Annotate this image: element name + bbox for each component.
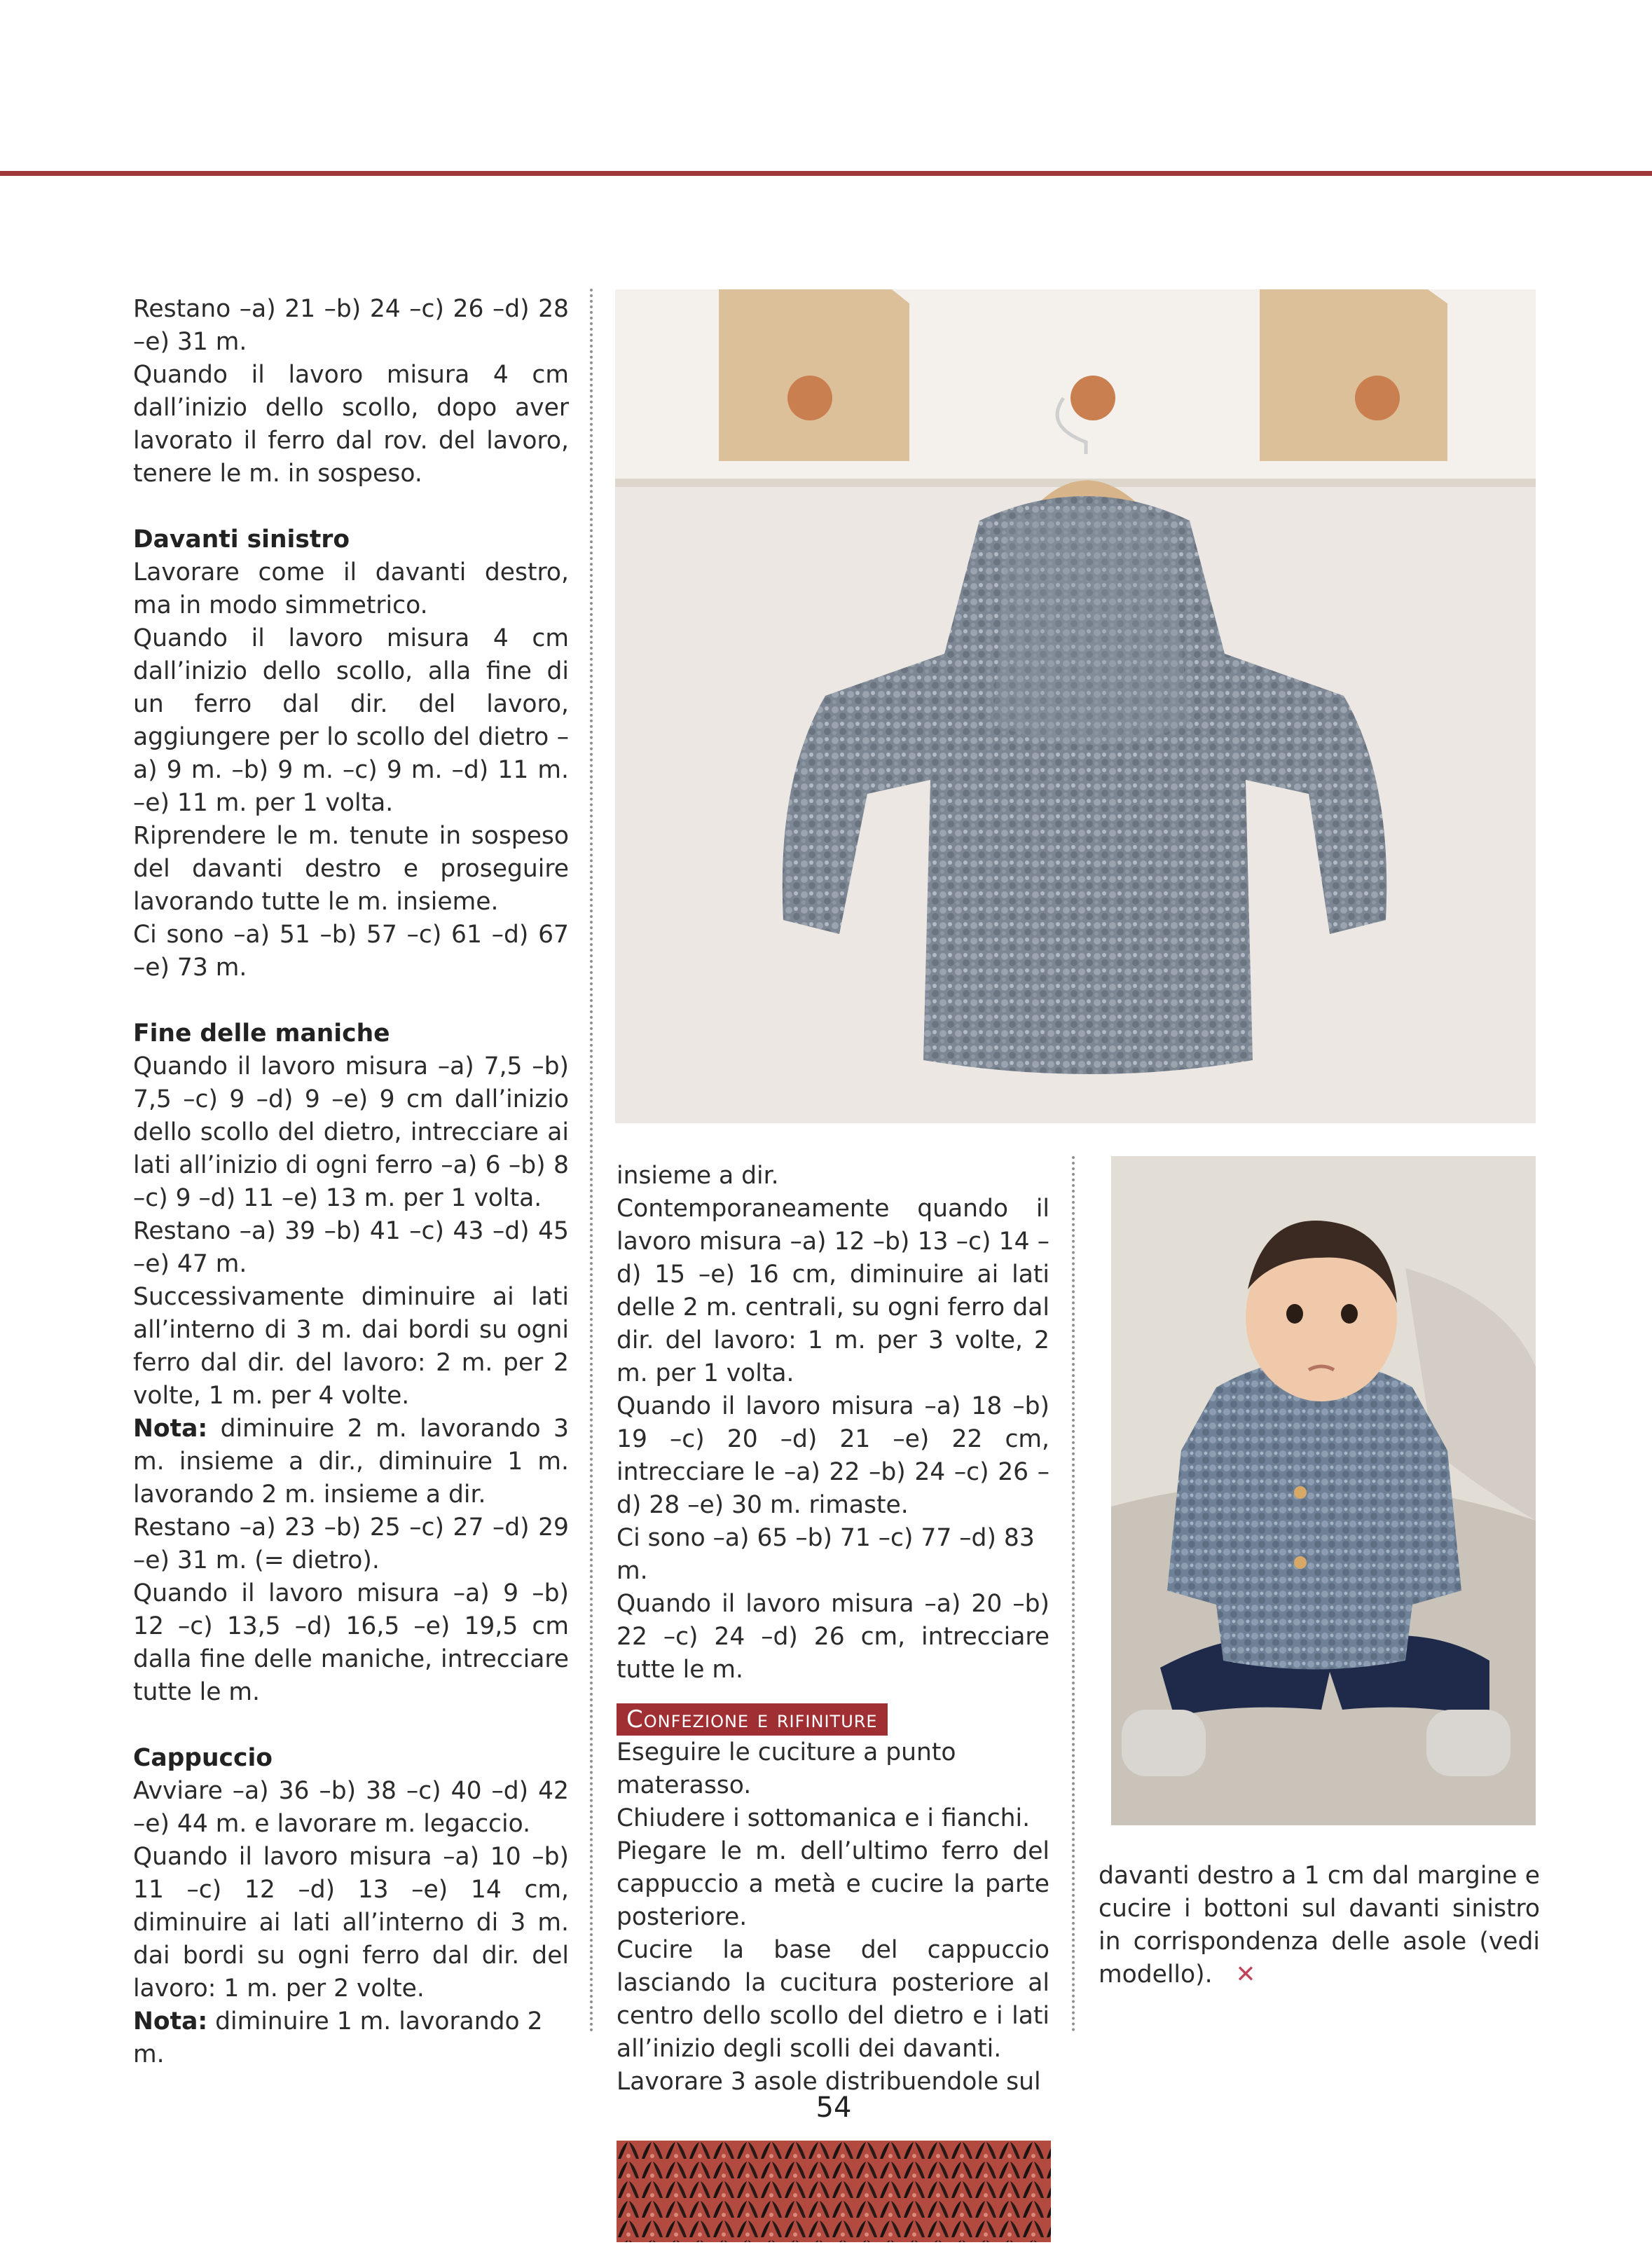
- paragraph: Successivamente diminuire ai lati all’interno di 3 m. dai bordi su ogni ferro dal dir. del lavoro: 2 m. per 2 volte, 1 m. per 4 volte.: [133, 1283, 569, 1410]
- nota-label: Nota:: [133, 1415, 208, 1443]
- paragraph: Restano –a) 21 –b) 24 –c) 26 –d) 28 –e) 31 m.: [133, 295, 569, 356]
- photo-sweater-back: [615, 289, 1536, 1123]
- header-rule: [0, 171, 1652, 176]
- paragraph: [1099, 1860, 1540, 1991]
- knit-texture-icon: [617, 2141, 1051, 2242]
- nota-label: Nota:: [133, 2007, 208, 2035]
- sweater-illustration: [615, 289, 1536, 1123]
- paragraph: Restano –a) 23 –b) 25 –c) 27 –d) 29 –e) 31 m. (= dietro).: [133, 1513, 569, 1574]
- paragraph: Quando il lavoro misura 4 cm dall’inizio dello scollo, dopo aver lavorato il ferro dal rov. del lavoro, tenere le m. in sospeso.: [133, 361, 569, 488]
- paragraph-nota: [133, 1413, 569, 1511]
- section-heading-confezione: [617, 1703, 888, 1736]
- paragraph: Ci sono –a) 51 –b) 57 –c) 61 –d) 67 –e) 73 m.: [133, 921, 569, 982]
- text-column-left: [133, 293, 569, 2071]
- photo-baby-wearing-sweater: [1111, 1156, 1536, 1825]
- paragraph: Chiudere i sottomanica e i fianchi.: [617, 1804, 1031, 1832]
- paragraph: Quando il lavoro misura –a) 7,5 –b) 7,5 –c) 9 –d) 9 –e) 9 cm dall’inizio dello scollo del dietro, intrecciare ai lati all’inizio di ogni ferro –a) 6 –b) 8 –c) 9 –d) 11 –e) 13 m. per 1 volta.: [133, 1052, 569, 1212]
- paragraph: Eseguire le cuciture a punto materasso.: [617, 1738, 956, 1799]
- section-heading-text: Confezione e rifiniture: [626, 1705, 878, 1733]
- paragraph: Lavorare 3 asole distribuendole sul: [617, 2068, 1041, 2096]
- paragraph: Quando il lavoro misura –a) 10 –b) 11 –c) 12 –d) 13 –e) 14 cm, diminuire ai lati all’interno di 3 m. dai bordi su ogni ferro dal dir. del lavoro: 1 m. per 2 volte.: [133, 1843, 569, 2003]
- paragraph: Riprendere le m. tenute in sospeso del davanti destro e proseguire lavorando tutte le m. insieme.: [133, 822, 569, 916]
- knit-swatch-footer: [617, 2141, 1051, 2242]
- baby-illustration: [1111, 1156, 1536, 1825]
- column-divider: [1072, 1156, 1075, 2032]
- column-divider: [590, 289, 593, 2033]
- paragraph: Lavorare come il davanti destro, ma in modo simmetrico.: [133, 558, 569, 619]
- stitch-end-icon: ✕: [1235, 1961, 1256, 1989]
- paragraph: Quando il lavoro misura 4 cm dall’inizio dello scollo, alla fine di un ferro dal dir. del lavoro, aggiungere per lo scollo del dietro –a) 9 m. –b) 9 m. –c) 9 m. –d) 11 m. –e) 11 m. per 1 volta.: [133, 624, 569, 817]
- nota-text: diminuire 2 m. lavorando 3 m. insieme a dir., diminuire 1 m. lavorando 2 m. insieme a dir.: [133, 1415, 569, 1509]
- paragraph: Ci sono –a) 65 –b) 71 –c) 77 –d) 83 m.: [617, 1524, 1035, 1585]
- text-column-middle: [617, 1160, 1049, 2099]
- paragraph: Quando il lavoro misura –a) 18 –b) 19 –c) 20 –d) 21 –e) 22 cm, intrecciare le –a) 22 –b) 24 –c) 26 –d) 28 –e) 30 m. rimaste.: [617, 1392, 1049, 1519]
- page-number: 54: [815, 2092, 852, 2124]
- paragraph: Piegare le m. dell’ultimo ferro del cappuccio a metà e cucire la parte posteriore.: [617, 1837, 1049, 1931]
- heading-fine-maniche: Fine delle maniche: [133, 1019, 390, 1048]
- paragraph: Quando il lavoro misura –a) 20 –b) 22 –c) 24 –d) 26 cm, intrecciare tutte le m.: [617, 1590, 1049, 1684]
- paragraph: Avviare –a) 36 –b) 38 –c) 40 –d) 42 –e) 44 m. e lavorare m. legaccio.: [133, 1777, 569, 1838]
- paragraph: Cucire la base del cappuccio lasciando la cucitura posteriore al centro dello scollo del dietro e i lati all’inizio degli scolli dei davanti.: [617, 1936, 1049, 2063]
- paragraph: Contemporaneamente quando il lavoro misura –a) 12 –b) 13 –c) 14 –d) 15 –e) 16 cm, diminuire ai lati delle 2 m. centrali, su ogni ferro dal dir. del lavoro: 1 m. per 3 volte, 2 m. per 1 volta.: [617, 1195, 1049, 1387]
- closing-text: davanti destro a 1 cm dal margine e cucire i bottoni sul davanti sinistro in corrispondenza delle asole (vedi modello).: [1099, 1862, 1540, 1989]
- paragraph-nota: [133, 2005, 569, 2071]
- nota-text: diminuire 1 m. lavorando 2 m.: [133, 2007, 543, 2068]
- paragraph: Quando il lavoro misura –a) 9 –b) 12 –c) 13,5 –d) 16,5 –e) 19,5 cm dalla fine delle maniche, intrecciare tutte le m.: [133, 1579, 569, 1706]
- heading-davanti-sinistro: Davanti sinistro: [133, 526, 350, 554]
- paragraph: insieme a dir.: [617, 1162, 779, 1190]
- text-column-right: [1099, 1860, 1540, 1991]
- paragraph: Restano –a) 39 –b) 41 –c) 43 –d) 45 –e) 47 m.: [133, 1217, 569, 1278]
- heading-cappuccio: Cappuccio: [133, 1744, 273, 1772]
